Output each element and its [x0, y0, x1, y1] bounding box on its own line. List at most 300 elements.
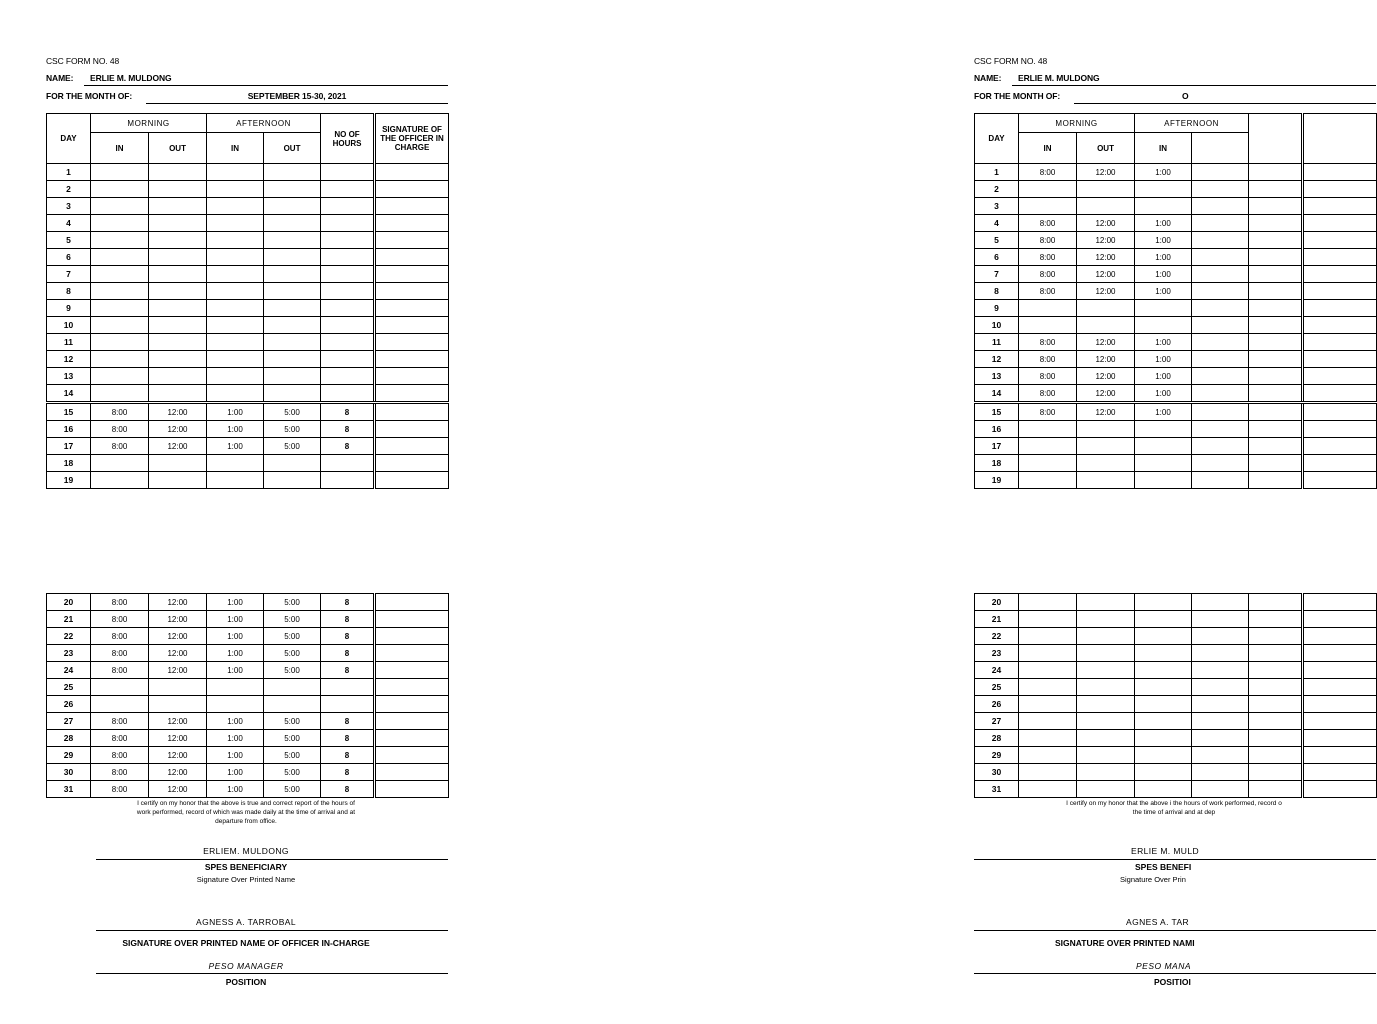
morning-out: 12:00 [1077, 249, 1135, 266]
signature-cell [375, 317, 449, 334]
day-number: 25 [975, 679, 1019, 696]
afternoon-out [264, 249, 321, 266]
signature-cell [1303, 232, 1377, 249]
table-row [975, 283, 1377, 300]
table-row [47, 713, 449, 730]
table-row [47, 611, 449, 628]
employee-name-b: ERLIE M. MULDONG [1018, 73, 1100, 83]
table-row [47, 730, 449, 747]
morning-out [149, 266, 207, 283]
day-number: 8 [975, 283, 1019, 300]
officer-signature-line [96, 930, 448, 931]
afternoon-in: 1:00 [207, 730, 264, 747]
day-number: 7 [47, 266, 91, 283]
signature-cell [375, 472, 449, 489]
afternoon-out [1192, 628, 1249, 645]
table-row [975, 696, 1377, 713]
morning-in [91, 232, 149, 249]
hours-count [1249, 645, 1303, 662]
morning-out: 12:00 [149, 628, 207, 645]
morning-in [1019, 764, 1077, 781]
header-afternoon: AFTERNOON [207, 114, 321, 133]
day-number: 29 [975, 747, 1019, 764]
afternoon-out: 5:00 [264, 764, 321, 781]
afternoon-in [1135, 781, 1192, 798]
hours-count: 8 [321, 594, 375, 611]
month-value-b: O [1182, 91, 1189, 101]
header-signature-b [1303, 114, 1377, 164]
certification-text-b: I certify on my honor that the above i the hours of work performed, record o the time of arrival and at dep [1066, 800, 1282, 816]
day-number: 3 [47, 198, 91, 215]
table-row [47, 283, 449, 300]
afternoon-in [1135, 628, 1192, 645]
afternoon-in [1135, 696, 1192, 713]
morning-out: 12:00 [1077, 334, 1135, 351]
morning-out [1077, 421, 1135, 438]
day-number: 16 [47, 421, 91, 438]
day-number: 19 [975, 472, 1019, 489]
morning-in: 8:00 [91, 438, 149, 455]
morning-out [1077, 611, 1135, 628]
table-row [47, 164, 449, 181]
morning-in [1019, 730, 1077, 747]
afternoon-in [1135, 764, 1192, 781]
signature-cell [375, 764, 449, 781]
header-am-out-b: OUT [1077, 133, 1135, 164]
hours-count [1249, 679, 1303, 696]
day-number: 20 [975, 594, 1019, 611]
day-number: 6 [975, 249, 1019, 266]
afternoon-out [264, 232, 321, 249]
afternoon-out [1192, 781, 1249, 798]
table-row [975, 781, 1377, 798]
hours-count [321, 696, 375, 713]
day-number: 1 [47, 164, 91, 181]
morning-out [1077, 781, 1135, 798]
afternoon-in [1135, 455, 1192, 472]
morning-out [149, 283, 207, 300]
afternoon-out: 5:00 [264, 662, 321, 679]
afternoon-in [207, 334, 264, 351]
afternoon-in: 1:00 [207, 764, 264, 781]
morning-out [1077, 747, 1135, 764]
afternoon-out [264, 300, 321, 317]
day-number: 24 [47, 662, 91, 679]
afternoon-in [1135, 679, 1192, 696]
hours-count [321, 164, 375, 181]
table-row [975, 317, 1377, 334]
signature-cell [1303, 181, 1377, 198]
signature-cell [375, 403, 449, 421]
afternoon-out: 5:00 [264, 421, 321, 438]
table-row [47, 764, 449, 781]
hours-count [1249, 764, 1303, 781]
signature-cell [375, 198, 449, 215]
afternoon-in [1135, 472, 1192, 489]
signature-cell [1303, 455, 1377, 472]
hours-count [321, 266, 375, 283]
afternoon-out [264, 181, 321, 198]
morning-in [1019, 713, 1077, 730]
table-row [975, 764, 1377, 781]
afternoon-in [1135, 747, 1192, 764]
day-number: 7 [975, 266, 1019, 283]
afternoon-in: 1:00 [207, 662, 264, 679]
morning-out [1077, 198, 1135, 215]
afternoon-out [264, 368, 321, 385]
header-pm-out: OUT [264, 133, 321, 164]
morning-in [91, 679, 149, 696]
day-number: 5 [975, 232, 1019, 249]
morning-out [149, 198, 207, 215]
morning-in [91, 368, 149, 385]
hours-count [1249, 249, 1303, 266]
afternoon-in: 1:00 [207, 403, 264, 421]
header-hours: NO OF HOURS [321, 114, 375, 164]
afternoon-in [207, 232, 264, 249]
afternoon-out [1192, 764, 1249, 781]
morning-in [1019, 679, 1077, 696]
afternoon-in: 1:00 [207, 438, 264, 455]
signature-cell [1303, 730, 1377, 747]
hours-count [1249, 421, 1303, 438]
day-number: 22 [975, 628, 1019, 645]
hours-count: 8 [321, 611, 375, 628]
table-row [47, 403, 449, 421]
signature-cell [1303, 696, 1377, 713]
afternoon-out: 5:00 [264, 628, 321, 645]
day-number: 18 [47, 455, 91, 472]
hours-count [1249, 628, 1303, 645]
hours-count [1249, 181, 1303, 198]
day-number: 25 [47, 679, 91, 696]
afternoon-out [264, 283, 321, 300]
signature-cell [375, 232, 449, 249]
afternoon-out: 5:00 [264, 611, 321, 628]
morning-out [149, 679, 207, 696]
morning-in: 8:00 [91, 781, 149, 798]
morning-in: 8:00 [1019, 215, 1077, 232]
signature-cell [375, 713, 449, 730]
morning-in: 8:00 [91, 713, 149, 730]
table-row [975, 628, 1377, 645]
afternoon-out: 5:00 [264, 730, 321, 747]
day-number: 19 [47, 472, 91, 489]
morning-in: 8:00 [1019, 249, 1077, 266]
afternoon-in: 1:00 [1135, 164, 1192, 181]
afternoon-out [1192, 300, 1249, 317]
morning-in [91, 164, 149, 181]
employee-signature-line-b [974, 859, 1376, 860]
signature-cell [1303, 628, 1377, 645]
hours-count [321, 317, 375, 334]
name-underline [84, 85, 448, 86]
day-number: 11 [47, 334, 91, 351]
signature-cell [1303, 594, 1377, 611]
morning-out [1077, 438, 1135, 455]
morning-in [91, 266, 149, 283]
table-row [47, 232, 449, 249]
afternoon-in [1135, 611, 1192, 628]
afternoon-out [1192, 351, 1249, 368]
afternoon-in: 1:00 [1135, 334, 1192, 351]
afternoon-out [264, 455, 321, 472]
dtr-table-top-b [974, 113, 1377, 489]
morning-out: 12:00 [1077, 368, 1135, 385]
morning-in [1019, 198, 1077, 215]
table-row [975, 679, 1377, 696]
afternoon-in: 1:00 [207, 611, 264, 628]
dtr-table-bottom [46, 593, 449, 798]
table-row [47, 198, 449, 215]
morning-out [149, 300, 207, 317]
hours-count [1249, 594, 1303, 611]
afternoon-out: 5:00 [264, 403, 321, 421]
signature-cell [375, 662, 449, 679]
officer-name: AGNESS A. TARROBAL [196, 917, 296, 927]
signature-cell [375, 215, 449, 232]
day-number: 13 [47, 368, 91, 385]
morning-out: 12:00 [1077, 232, 1135, 249]
hours-count [321, 455, 375, 472]
employee-role: SPES BENEFICIARY [204, 862, 288, 872]
afternoon-in [1135, 438, 1192, 455]
name-underline-b [1012, 85, 1376, 86]
day-number: 9 [975, 300, 1019, 317]
morning-out [149, 351, 207, 368]
afternoon-in [1135, 594, 1192, 611]
table-row [975, 713, 1377, 730]
hours-count [1249, 164, 1303, 181]
morning-in [1019, 300, 1077, 317]
hours-count: 8 [321, 662, 375, 679]
hours-count [1249, 317, 1303, 334]
morning-out [1077, 713, 1135, 730]
afternoon-out: 5:00 [264, 781, 321, 798]
signature-cell [1303, 249, 1377, 266]
morning-in [1019, 317, 1077, 334]
morning-out: 12:00 [1077, 385, 1135, 403]
morning-out [149, 215, 207, 232]
morning-out [1077, 594, 1135, 611]
afternoon-in: 1:00 [207, 781, 264, 798]
afternoon-in: 1:00 [1135, 351, 1192, 368]
afternoon-out [264, 385, 321, 403]
day-number: 17 [47, 438, 91, 455]
afternoon-out [264, 472, 321, 489]
day-number: 24 [975, 662, 1019, 679]
signature-cell [1303, 300, 1377, 317]
afternoon-out [1192, 334, 1249, 351]
table-row [975, 747, 1377, 764]
dtr-table-top [46, 113, 449, 489]
certification-text: I certify on my honor that the above is true and correct report of the hours of work performed, record of which was made daily at the time of arrival and at departure from office. [136, 800, 356, 825]
afternoon-in [207, 317, 264, 334]
day-number: 21 [975, 611, 1019, 628]
name-label: NAME: [46, 73, 74, 83]
morning-out [1077, 317, 1135, 334]
afternoon-in: 1:00 [207, 645, 264, 662]
day-number: 30 [47, 764, 91, 781]
morning-in [1019, 472, 1077, 489]
table-row [975, 594, 1377, 611]
signature-cell [375, 628, 449, 645]
officer-signature-line-b [974, 930, 1376, 931]
table-row [47, 628, 449, 645]
officer-name-b: AGNES A. TAR [1126, 917, 1190, 927]
afternoon-out [1192, 232, 1249, 249]
morning-in: 8:00 [91, 662, 149, 679]
hours-count: 8 [321, 764, 375, 781]
afternoon-out [264, 266, 321, 283]
afternoon-in [207, 300, 264, 317]
hours-count [1249, 232, 1303, 249]
day-number: 14 [975, 385, 1019, 403]
day-number: 1 [975, 164, 1019, 181]
morning-in [1019, 628, 1077, 645]
afternoon-out: 5:00 [264, 645, 321, 662]
morning-in: 8:00 [91, 628, 149, 645]
dtr-table-bottom-b [974, 593, 1377, 798]
hours-count [1249, 334, 1303, 351]
hours-count [321, 232, 375, 249]
morning-out [149, 181, 207, 198]
morning-out: 12:00 [149, 438, 207, 455]
afternoon-in: 1:00 [1135, 368, 1192, 385]
hours-count [1249, 781, 1303, 798]
signature-cell [1303, 334, 1377, 351]
employee-signature-line [96, 859, 448, 860]
employee-name: ERLIE M. MULDONG [90, 73, 172, 83]
afternoon-in [1135, 662, 1192, 679]
signature-cell [1303, 662, 1377, 679]
afternoon-out [1192, 385, 1249, 403]
afternoon-out [264, 215, 321, 232]
day-number: 14 [47, 385, 91, 403]
morning-out [1077, 645, 1135, 662]
position-line-b [974, 973, 1376, 974]
signature-cell [1303, 385, 1377, 403]
day-number: 12 [47, 351, 91, 368]
morning-out: 12:00 [149, 594, 207, 611]
afternoon-in [207, 455, 264, 472]
hours-count [1249, 385, 1303, 403]
header-pm-in: IN [207, 133, 264, 164]
signature-cell [1303, 215, 1377, 232]
header-signature: SIGNATURE OF THE OFFICER IN CHARGE [375, 114, 449, 164]
afternoon-out [1192, 317, 1249, 334]
hours-count: 8 [321, 645, 375, 662]
morning-out: 12:00 [1077, 266, 1135, 283]
afternoon-out [1192, 164, 1249, 181]
signature-cell [1303, 198, 1377, 215]
morning-out [149, 472, 207, 489]
signature-cell [1303, 472, 1377, 489]
signature-cell [1303, 351, 1377, 368]
table-row [47, 181, 449, 198]
afternoon-in [207, 679, 264, 696]
hours-count [1249, 730, 1303, 747]
morning-in [91, 249, 149, 266]
morning-out [1077, 181, 1135, 198]
morning-in: 8:00 [1019, 266, 1077, 283]
header-morning-b: MORNING [1019, 114, 1135, 133]
afternoon-out [264, 198, 321, 215]
signature-cell [1303, 403, 1377, 421]
afternoon-out [1192, 455, 1249, 472]
morning-out [149, 455, 207, 472]
hours-count: 8 [321, 730, 375, 747]
hours-count [1249, 662, 1303, 679]
morning-in: 8:00 [91, 594, 149, 611]
signature-cell [375, 266, 449, 283]
afternoon-out [1192, 472, 1249, 489]
morning-out: 12:00 [149, 421, 207, 438]
hours-count [1249, 198, 1303, 215]
morning-in [91, 334, 149, 351]
afternoon-in [1135, 730, 1192, 747]
table-row [47, 421, 449, 438]
day-number: 23 [47, 645, 91, 662]
morning-out [149, 164, 207, 181]
afternoon-out [264, 334, 321, 351]
hours-count: 8 [321, 628, 375, 645]
day-number: 16 [975, 421, 1019, 438]
header-afternoon-b: AFTERNOON [1135, 114, 1249, 133]
morning-in [91, 472, 149, 489]
hours-count [321, 679, 375, 696]
morning-out: 12:00 [1077, 283, 1135, 300]
morning-out: 12:00 [149, 662, 207, 679]
employee-caption-b: Signature Over Prin [1120, 875, 1186, 884]
day-number: 9 [47, 300, 91, 317]
afternoon-out [1192, 403, 1249, 421]
afternoon-out [1192, 645, 1249, 662]
morning-in: 8:00 [1019, 164, 1077, 181]
table-row [975, 351, 1377, 368]
afternoon-out [264, 696, 321, 713]
morning-in [1019, 421, 1077, 438]
signature-cell [375, 283, 449, 300]
hours-count: 8 [321, 781, 375, 798]
morning-in [91, 283, 149, 300]
morning-in [1019, 662, 1077, 679]
morning-out [1077, 764, 1135, 781]
signature-cell [375, 438, 449, 455]
morning-in [91, 696, 149, 713]
morning-in: 8:00 [1019, 334, 1077, 351]
hours-count [1249, 215, 1303, 232]
morning-in: 8:00 [1019, 232, 1077, 249]
name-label-b: NAME: [974, 73, 1002, 83]
morning-out: 12:00 [149, 781, 207, 798]
morning-in [91, 385, 149, 403]
afternoon-out [1192, 181, 1249, 198]
table-row [47, 645, 449, 662]
afternoon-out [1192, 696, 1249, 713]
hours-count [1249, 747, 1303, 764]
morning-in [91, 317, 149, 334]
signature-cell [1303, 164, 1377, 181]
day-number: 22 [47, 628, 91, 645]
day-number: 8 [47, 283, 91, 300]
afternoon-in: 1:00 [1135, 266, 1192, 283]
table-row [47, 300, 449, 317]
day-number: 20 [47, 594, 91, 611]
afternoon-out: 5:00 [264, 594, 321, 611]
morning-in: 8:00 [1019, 351, 1077, 368]
morning-out: 12:00 [149, 730, 207, 747]
